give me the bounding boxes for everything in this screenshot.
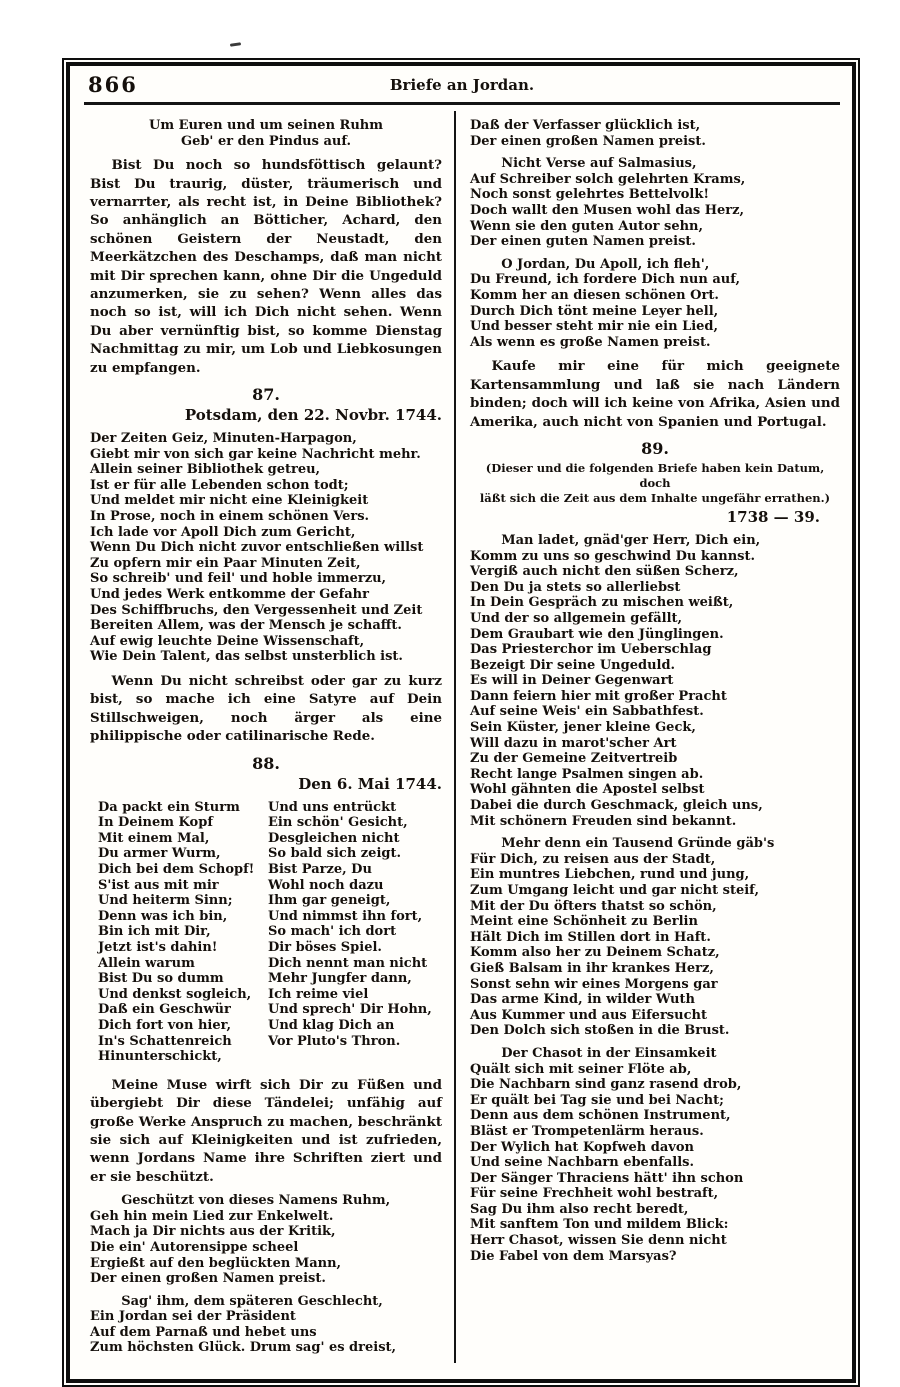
- page-number: 866: [88, 72, 138, 97]
- verse-line: Ein muntres Liebchen, rund und jung,: [470, 867, 750, 883]
- verse-line: Noch sonst gelehrtes Bettelvolk!: [470, 187, 710, 203]
- verse-line: Du Freund, ich fordere Dich nun auf,: [470, 272, 741, 288]
- verse-stanza: [90, 1294, 442, 1356]
- verse-line: Dich fort von hier,: [98, 1017, 232, 1033]
- verse-line: Den Du ja stets so allerliebst: [470, 579, 681, 595]
- verse-line: Mit sanftem Ton und mildem Blick:: [470, 1217, 729, 1233]
- verse-line: Sein Küster, jener kleine Geck,: [470, 720, 696, 736]
- verse-line: Hinunterschickt,: [98, 1049, 222, 1065]
- verse-line: Wohl gähnten die Apostel selbst: [470, 782, 705, 798]
- verse-line: Um Euren und um seinen Ruhm: [148, 118, 384, 133]
- verse-line: Du armer Wurm,: [98, 846, 221, 862]
- verse-line: Und heiterm Sinn;: [98, 893, 233, 909]
- verse-line: Der einen großen Namen preist.: [470, 133, 706, 149]
- verse-line: Der Chasot in der Einsamkeit: [501, 1045, 717, 1061]
- verse-line: Der einen großen Namen preist.: [90, 1271, 326, 1287]
- verse-line: Mehr denn ein Tausend Gründe gäb's: [501, 836, 775, 852]
- verse-stanza: [470, 156, 840, 250]
- verse-stanza: [470, 1046, 840, 1264]
- verse-line: Und nimmst ihn fort,: [268, 908, 423, 924]
- note-line: (Dieser und die folgenden Briefe haben kein Datum, doch: [485, 460, 825, 490]
- verse-line: Auf dem Parnaß und hebet uns: [90, 1324, 317, 1340]
- verse-line: Auf seine Weis' ein Sabbathfest.: [470, 704, 704, 720]
- verse-line: Bin ich mit Dir,: [98, 924, 211, 940]
- prose-paragraph: Bist Du noch so hundsföttisch gelaunt? Bist Du traurig, düster, träumerisch und vernarrter, als recht ist, in Deine Bibliothek? So anhänglich an Bötticher, Achard, den schönen Geistern der Neustadt, den Meerkätzchen des Deschamps, daß man nicht mit Dir sprechen kann, ohne Dir die Ungeduld anzumerken, sie zu sehen? Wenn alles das noch so ist, will ich Dich nicht sehen. Wenn Du aber vernünftig bist, so komme Dienstag Nachmittag zu mir, um Lob und Liebkosungen zu empfangen.: [90, 157, 442, 376]
- verse-line: Wie Dein Talent, das selbst unsterblich ist.: [90, 649, 403, 665]
- verse-line: Dabei die durch Geschmack, gleich uns,: [470, 798, 763, 814]
- verse-line: Das Priesterchor im Ueberschlag: [470, 642, 712, 658]
- verse-line: So mach' ich dort: [268, 924, 397, 940]
- verse-line: Meint eine Schönheit zu Berlin: [470, 914, 698, 930]
- verse-line: Doch wallt den Musen wohl das Herz,: [470, 202, 745, 218]
- verse-line: Bläst er Trompetenlärm heraus.: [470, 1123, 704, 1139]
- dateline-87: Potsdam, den 22. Novbr. 1744.: [184, 406, 442, 425]
- verse-line: Dann feiern hier mit großer Pracht: [470, 688, 727, 704]
- verse-line: Ich lade vor Apoll Dich zum Gericht,: [90, 524, 356, 540]
- verse-line: Mit schönern Freuden sind bekannt.: [470, 813, 737, 829]
- prose-paragraph: Wenn Du nicht schreibst oder gar zu kurz bist, so mache ich eine Satyre auf Dein Stillschweigen, noch ärger als eine philippische oder catilinarische Rede.: [90, 672, 442, 745]
- verse-line: Das arme Kind, in wilder Wuth: [470, 992, 695, 1008]
- verse-line: Auf Schreiber solch gelehrten Krams,: [470, 171, 746, 187]
- verse-line: Und seine Nachbarn ebenfalls.: [470, 1155, 695, 1171]
- verse-line: Es will in Deiner Gegenwart: [470, 673, 674, 689]
- verse-line: So bald sich zeigt.: [268, 846, 402, 862]
- verse-line: Der Zeiten Geiz, Minuten-Harpagon,: [90, 431, 357, 447]
- date-range: 1738 — 39.: [726, 507, 820, 526]
- verse-line: Dich nennt man nicht: [268, 955, 428, 971]
- section-number-87: 87.: [252, 385, 280, 405]
- verse-line: Nicht Verse auf Salmasius,: [501, 156, 697, 172]
- verse-line: Bezeigt Dir seine Ungeduld.: [470, 657, 676, 673]
- verse-line: Wenn sie den guten Autor sehn,: [470, 218, 704, 234]
- verse-line: Aus Kummer und aus Eifersucht: [470, 1007, 707, 1023]
- verse-line: Mach ja Dir nichts aus der Kritik,: [90, 1224, 336, 1240]
- verse-line: Allein warum: [98, 955, 195, 971]
- verse-line: Dich bei dem Schopf!: [98, 861, 255, 877]
- verse-line: Denn aus dem schönen Instrument,: [470, 1108, 731, 1124]
- verse-line: Ergießt auf den beglückten Mann,: [90, 1255, 342, 1271]
- verse-line: Sag Du ihm also recht beredt,: [470, 1201, 689, 1217]
- verse-line: In's Schattenreich: [98, 1033, 232, 1049]
- page-header: [84, 70, 840, 105]
- verse-stanza: [98, 800, 268, 1065]
- verse-line: Dem Graubart wie den Jünglingen.: [470, 626, 724, 642]
- verse-line: Ein schön' Gesicht,: [268, 815, 408, 831]
- verse-line: Daß der Verfasser glücklich ist,: [470, 118, 701, 133]
- text-columns: [84, 105, 840, 1363]
- verse-line: Für Dich, zu reisen aus der Stadt,: [470, 851, 716, 867]
- verse-line: Man ladet, gnäd'ger Herr, Dich ein,: [501, 532, 761, 548]
- prose-paragraph: Meine Muse wirft sich Dir zu Füßen und übergiebt Dir diese Tändelei; unfähig auf große Werke Anspruch zu machen, beschränkt sie sich auf Kleinigkeiten und ist zufrieden, wenn Jordans Name ihre Schriften ziert und er sie beschützt.: [90, 1076, 442, 1185]
- note-line: läßt sich die Zeit aus dem Inhalte ungefähr errathen.): [479, 490, 831, 505]
- verse-line: Wohl noch dazu: [268, 877, 384, 893]
- verse-stanza: [90, 431, 442, 665]
- two-column-verse: [90, 796, 442, 1071]
- verse-line: Als wenn es große Namen preist.: [470, 334, 711, 350]
- verse-subcolumn-right: [268, 796, 442, 1071]
- verse-line: Ich reime viel: [268, 986, 369, 1002]
- verse-line: Und klag Dich an: [268, 1017, 395, 1033]
- verse-line: Giebt mir von sich gar keine Nachricht mehr.: [90, 446, 421, 462]
- verse-line: Und jedes Werk entkomme der Gefahr: [90, 587, 369, 602]
- verse-line: Durch Dich tönt meine Leyer hell,: [470, 303, 719, 319]
- verse-stanza: [268, 800, 442, 1050]
- verse-stanza: [470, 836, 840, 1039]
- verse-line: Zum höchsten Glück. Drum sag' es dreist,: [90, 1340, 397, 1356]
- verse-subcolumn-left: [90, 796, 268, 1071]
- verse-line: Mit der Du öfters thatst so schön,: [470, 898, 717, 914]
- verse-line: Ist er für alle Lebenden schon todt;: [90, 477, 349, 493]
- page-frame-inner: [66, 62, 856, 1383]
- verse-line: Denn was ich bin,: [98, 908, 228, 924]
- verse-line: Sonst sehn wir eines Morgens gar: [470, 976, 718, 992]
- verse-line: Er quält bei Tag sie und bei Nacht;: [470, 1092, 724, 1108]
- verse-line: In Prose, noch in einem schönen Vers.: [90, 509, 370, 525]
- verse-line: Die ein' Autorensippe scheel: [90, 1239, 299, 1255]
- verse-line: S'ist aus mit mir: [98, 877, 219, 893]
- verse-line: Hält Dich im Stillen dort in Haft.: [470, 929, 711, 945]
- dateline-88: Den 6. Mai 1744.: [298, 774, 442, 793]
- verse-line: Vor Pluto's Thron.: [268, 1033, 401, 1049]
- verse-line: In Deinem Kopf: [98, 815, 213, 831]
- page-frame: [62, 58, 860, 1387]
- verse-line: Wenn Du Dich nicht zuvor entschließen willst: [90, 540, 424, 556]
- verse-stanza: [90, 1193, 442, 1287]
- verse-line: Gieß Balsam in ihr krankes Herz,: [470, 960, 714, 976]
- scan-artifact: [230, 42, 241, 47]
- left-column: [84, 111, 456, 1363]
- verse-line: Mehr Jungfer dann,: [268, 971, 412, 987]
- verse-line: So schreib' und feil' und hoble immerzu,: [90, 571, 387, 587]
- verse-line: Der einen guten Namen preist.: [470, 234, 696, 250]
- verse-line: Jetzt ist's dahin!: [98, 939, 218, 955]
- verse-line: Zum Umgang leicht und gar nicht steif,: [470, 883, 760, 898]
- verse-line: Und der so allgemein gefällt,: [470, 610, 683, 626]
- verse-line: Zu der Gemeine Zeitvertreib: [470, 751, 678, 767]
- verse-line: Recht lange Psalmen singen ab.: [470, 766, 704, 782]
- verse-line: Komm her an diesen schönen Ort.: [470, 287, 719, 303]
- verse-line: Geh hin mein Lied zur Enkelwelt.: [90, 1208, 334, 1224]
- verse-line: Quält sich mit seiner Flöte ab,: [470, 1061, 692, 1077]
- verse-line: Des Schiffbruchs, den Vergessenheit und Zeit: [90, 602, 423, 618]
- verse-line: Vergiß auch nicht den süßen Scherz,: [470, 564, 739, 580]
- verse-line: Und meldet mir nicht eine Kleinigkeit: [90, 493, 369, 509]
- verse-line: Ihm gar geneigt,: [268, 893, 391, 909]
- section-number-88: 88.: [252, 753, 280, 773]
- verse-line: Bereiten Allem, was der Mensch je schafft.: [90, 618, 402, 634]
- verse-line: In Dein Gespräch zu mischen weißt,: [470, 595, 734, 611]
- verse-line: Der Sänger Thraciens hätt' ihn schon: [470, 1170, 744, 1186]
- verse-line: Und denkst sogleich,: [98, 986, 252, 1002]
- verse-line: O Jordan, Du Apoll, ich fleh',: [501, 256, 710, 272]
- verse-line: Für seine Frechheit wohl bestraft,: [470, 1186, 719, 1202]
- verse-line: Desgleichen nicht: [268, 830, 400, 846]
- verse-line: Die Nachbarn sind ganz rasend drob,: [470, 1077, 742, 1093]
- verse-line: Dir böses Spiel.: [268, 939, 382, 955]
- verse-line: Daß ein Geschwür: [98, 1002, 231, 1018]
- editor-note: [470, 461, 840, 506]
- verse-line: Sag' ihm, dem späteren Geschlecht,: [121, 1293, 383, 1309]
- verse-line: Den Dolch sich stoßen in die Brust.: [470, 1023, 730, 1039]
- verse-line: Und besser steht mir nie ein Lied,: [470, 319, 719, 335]
- verse-line: Zu opfern mir ein Paar Minuten Zeit,: [90, 555, 361, 571]
- verse-line: Mit einem Mal,: [98, 830, 210, 846]
- verse-line: Bist Parze, Du: [268, 861, 372, 877]
- verse-line: Komm also her zu Deinem Schatz,: [470, 945, 720, 961]
- verse-line: Herr Chasot, wissen Sie denn nicht: [470, 1233, 727, 1249]
- verse-line: Die Fabel von dem Marsyas?: [470, 1248, 677, 1264]
- verse-line: Der Wylich hat Kopfweh davon: [470, 1139, 694, 1155]
- verse-line: Geschützt von dieses Namens Ruhm,: [121, 1193, 391, 1209]
- verse-line: Und sprech' Dir Hohn,: [268, 1002, 432, 1018]
- prose-paragraph: Kaufe mir eine für mich geeignete Kartensammlung und laß sie nach Ländern binden; doch will ich keine von Afrika, Asien und Amerika, auch nicht von Spanien und Portugal.: [470, 358, 840, 430]
- verse-line: Auf ewig leuchte Deine Wissenschaft,: [90, 633, 365, 649]
- verse-line: Ein Jordan sei der Präsident: [90, 1309, 296, 1325]
- verse-line: Will dazu in marot'scher Art: [470, 735, 677, 751]
- verse-line: Geb' er den Pindus auf.: [180, 133, 352, 149]
- verse-stanza: [470, 118, 840, 149]
- right-column: [456, 111, 840, 1363]
- verse-line: Und uns entrückt: [268, 799, 397, 815]
- verse-line: Komm zu uns so geschwind Du kannst.: [470, 548, 756, 564]
- verse-stanza: [470, 533, 840, 829]
- verse-stanza: [470, 257, 840, 351]
- verse-line: Da packt ein Sturm: [98, 799, 240, 815]
- verse-line: Bist Du so dumm: [98, 971, 224, 987]
- section-number-89: 89.: [641, 438, 669, 458]
- verse-line: Allein seiner Bibliothek getreu,: [90, 462, 321, 478]
- epigraph: [90, 118, 442, 149]
- page-title: Briefe an Jordan.: [389, 76, 535, 94]
